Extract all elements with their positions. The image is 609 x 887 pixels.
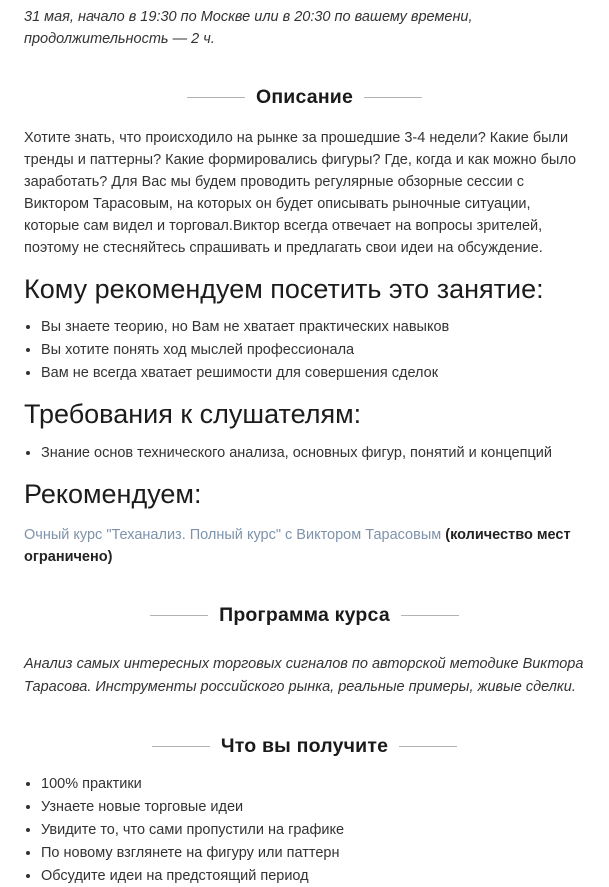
list-item: • Вы знаете теорию, но Вам не хватает практических навыков <box>41 317 585 338</box>
list-item: • По новому взглянете на фигуру или паттерн <box>41 843 585 864</box>
intro-note: 31 мая, начало в 19:30 по Москве или в 20:30 по вашему времени, продолжительность — 2 ч. <box>24 9 473 47</box>
list-item: • 100% практики <box>41 774 585 795</box>
section-title-benefits: Что вы получите <box>220 735 389 758</box>
divider-left-line <box>150 615 208 616</box>
program-paragraph: Анализ самых интересных торговых сигналов по авторской методике Виктора Тарасова. Инструменты российского рынка, реальные примеры, живые сделки. <box>24 656 584 696</box>
section-header-description <box>24 86 585 109</box>
list-item: • Вы хотите понять ход мыслей профессионала <box>41 340 585 361</box>
divider-right-line <box>364 97 422 98</box>
description-paragraph: Хотите знать, что происходило на рынке за прошедшие 3-4 недели? Какие были тренды и паттерны? Какие формировались фигуры? Где, когда и как можно было заработать? Для Вас мы будем проводить регулярные обзорные сессии с Виктором Тарасовым, на которых он будет описывать рыночные ситуации, которые сам видел и торговал.Виктор всегда отвечает на вопросы зрителей, поэтому не стесняйтесь спрашивать и предлагать свои идеи на обсуждение. <box>24 130 577 256</box>
section-title-program: Программа курса <box>219 604 390 627</box>
list-item: • Увидите то, что сами пропустили на графике <box>41 820 585 841</box>
recommendation-paragraph <box>24 524 585 568</box>
course-link[interactable]: Очный курс "Теханализ. Полный курс" с Виктором Тарасовым <box>24 527 442 544</box>
benefits-list <box>24 774 585 887</box>
divider-right-line <box>401 615 459 616</box>
heading-recommendation: Рекомендуем: <box>24 478 202 509</box>
divider-left-line <box>187 97 245 98</box>
section-header-program <box>24 604 585 627</box>
heading-audience: Кому рекомендуем посетить это занятие: <box>24 274 544 304</box>
list-item: • Обсудите идеи на предстоящий период <box>41 866 585 887</box>
section-header-benefits <box>24 735 585 758</box>
section-title-description: Описание <box>255 86 354 108</box>
divider-right-line <box>399 746 457 747</box>
list-item: • Знание основ технического анализа, основных фигур, понятий и концепций <box>41 443 585 464</box>
audience-list <box>24 317 585 384</box>
list-item: • Вам не всегда хватает решимости для совершения сделок <box>41 363 585 384</box>
heading-requirements: Требования к слушателям: <box>24 399 362 430</box>
limited-seats-note: (количество мест ограничено) <box>24 527 571 566</box>
requirements-list <box>24 443 585 464</box>
list-item: • Узнаете новые торговые идеи <box>41 797 585 818</box>
divider-left-line <box>152 746 210 747</box>
